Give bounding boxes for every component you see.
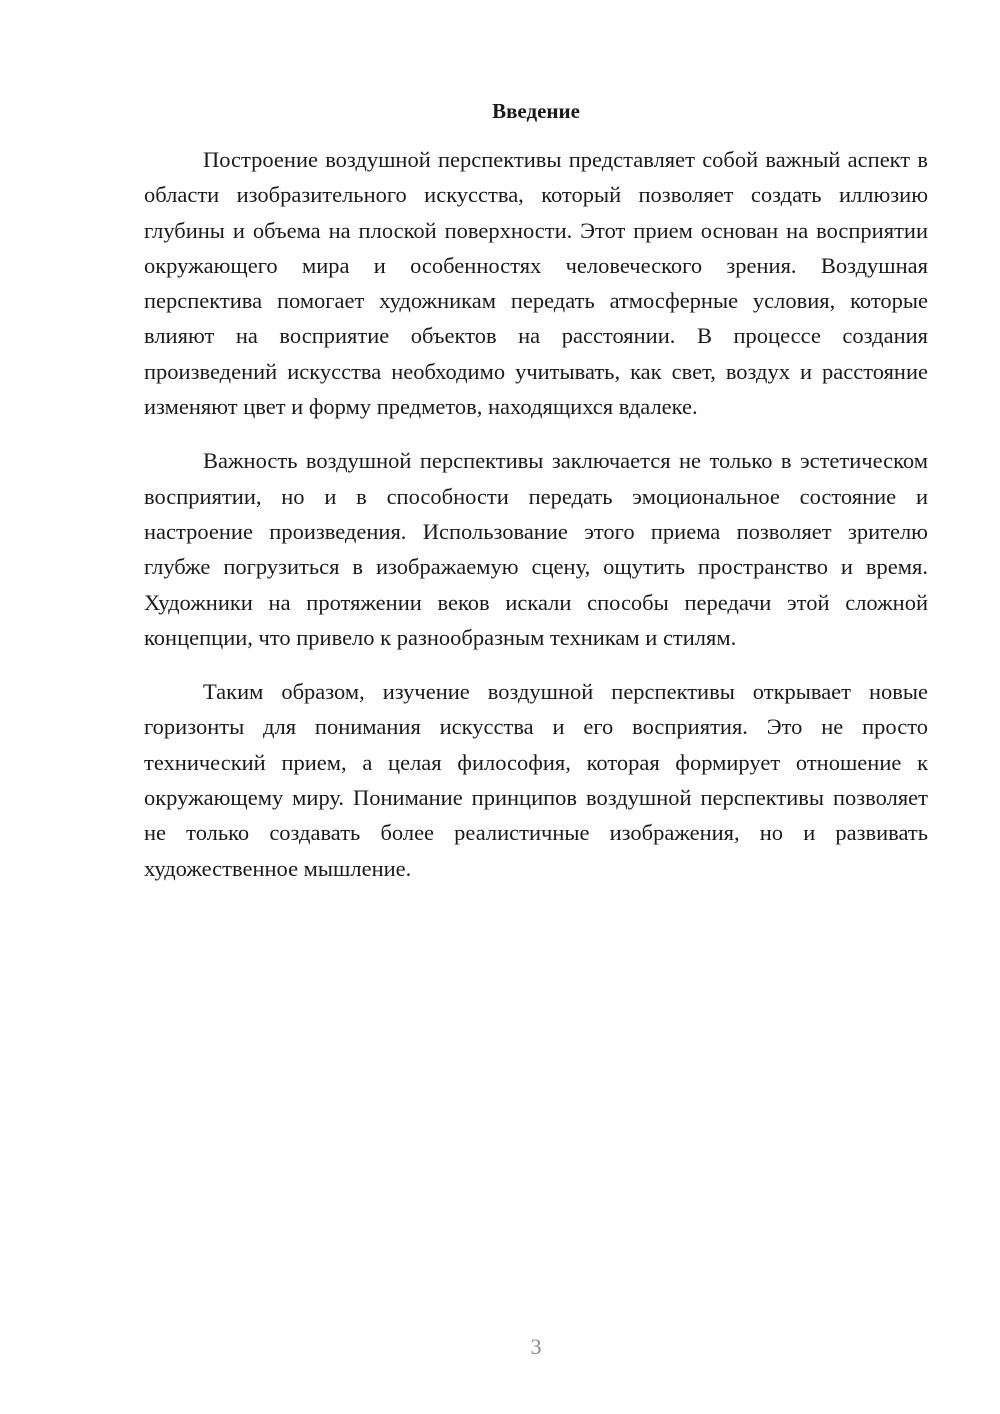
page-number: 3 [530, 1334, 542, 1359]
paragraph-2: Важность воздушной перспективы заключается не только в эстетическом восприятии, но и в способности передать эмоциональное состояние и настроение произведения. Использование этого приема позволяет зрителю глубже погрузиться в изображаемую сцену, ощутить пространство и время. Художники на протяжении веков искали способы передачи этой сложной концепции, что привело к разнообразным техникам и стилям. [144, 448, 928, 650]
body-text [144, 142, 928, 905]
paragraph-1: Построение воздушной перспективы представляет собой важный аспект в области изобразительного искусства, который позволяет создать иллюзию глубины и объема на плоской поверхности. Этот прием основан на восприятии окружающего мира и особенностях человеческого зрения. Воздушная перспектива помогает художникам передать атмосферные условия, которые влияют на восприятие объектов на расстоянии. В процессе создания произведений искусства необходимо учитывать, как свет, воздух и расстояние изменяют цвет и форму предметов, находящихся вдалеке. [144, 147, 928, 420]
section-title: Введение [492, 99, 580, 123]
paragraph-3: Таким образом, изучение воздушной перспективы открывает новые горизонты для понимания искусства и его восприятия. Это не просто технический прием, а целая философия, которая формирует отношение к окружающему миру. Понимание принципов воздушной перспективы позволяет не только создавать более реалистичные изображения, но и развивать художественное мышление. [144, 679, 928, 881]
